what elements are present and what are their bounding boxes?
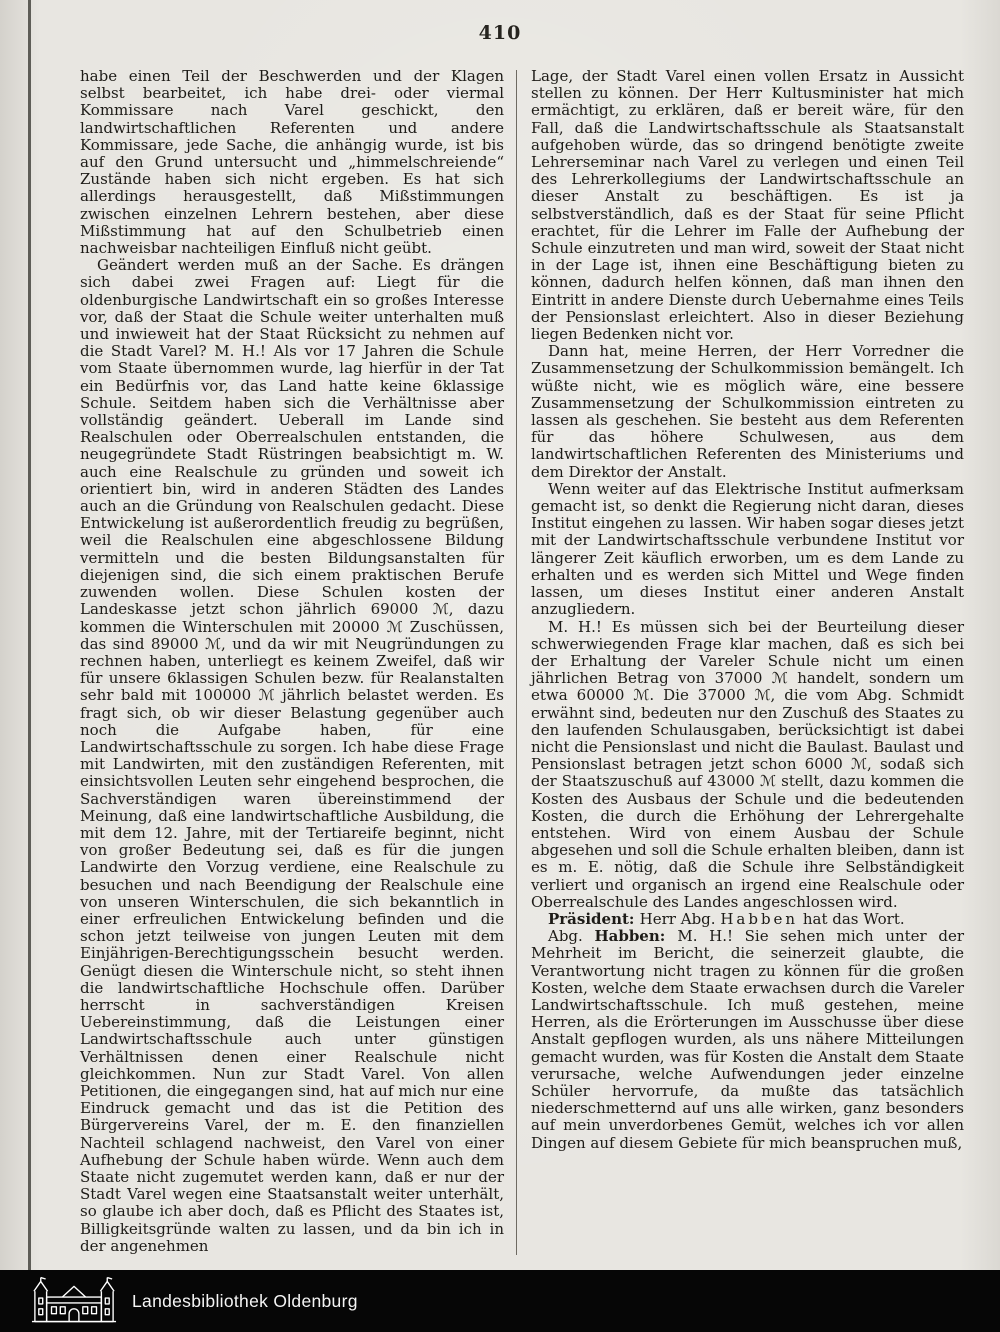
text-run: Herr Abg. [639,909,721,928]
paragraph [531,928,964,1152]
text-run: Dann hat, meine Herren, der Herr Vorredner die Zusammensetzung der Schulkommission bemängelt. Ich wüßte nicht, wie es möglich wäre, eine bessere Zusammensetzung der Schulkommission eintreten zu lassen als geschehen. Sie besteht aus dem Referenten für das höhere Schulwesen, aus dem landwirtschaftlichen Referenten des Ministeriums und dem Direktor der Anstalt. [531,342,964,481]
paragraph [531,911,964,928]
speaker-name: Habben: [594,927,678,946]
text-run: Abg. [548,927,595,946]
text-run: Habben [720,909,799,928]
text-run: Geändert werden muß an der Sache. Es drängen sich dabei zwei Fragen auf: Liegt für die oldenburgische Landwirtschaft ein so großes Interesse vor, daß der Staat die Schule weiter unterhalten muß und inwieweit hat der Staat Rücksicht zu nehmen auf die Stadt Varel? M. H.! Als vor 17 Jahren die Schule vom Staate übernommen wurde, lag hierfür in der Tat ein Bedürfnis vor, das Land hatte keine 6klassige Schule. Seitdem haben sich die Verhältnisse aber vollständig geändert. Ueberall im Lande sind Realschulen oder Oberrealschulen entstanden, die neugegründete Stadt Rüstringen beabsichtigt m. W. auch eine Realschule zu gründen und soweit ich orientiert bin, wird in anderen Städten des Landes auch an die Gründung von Realschulen gedacht. Diese Entwickelung ist außerordentlich freudig zu begrüßen, weil die Realschulen eine abgeschlossene Bildung vermitteln und die besten Bildungsanstalten für diejenigen sind, die sich einem praktischen Berufe zuwenden wollen. Diese Schulen kosten der Landeskasse jetzt schon jährlich 69000 ℳ, dazu kommen die Winterschulen mit 20000 ℳ Zuschüssen, das sind 89000 ℳ, und da wir mit Neugründungen zu rechnen haben, unterliegt es keinem Zweifel, daß wir für unsere 6klassigen Schulen bezw. für Realanstalten sehr bald mit 100000 ℳ jährlich belastet werden. Es fragt sich, ob wir dieser Belastung gegenüber auch noch die Aufgabe haben, für eine Landwirtschaftsschule zu sorgen. Ich habe diese Frage mit Landwirten, mit den zuständigen Referenten, mit einsichtsvollen Leuten sehr eingehend besprochen, die Sachverständigen waren übereinstimmend der Meinung, daß eine landwirtschaftliche Ausbildung, die mit dem 12. Jahre, mit der Tertiareife beginnt, nicht von großer Bedeutung sei, daß es für die jungen Landwirte den Vorzug verdiene, eine Realschule zu besuchen und nach Beendigung der Realschule eine von unseren Winterschulen, die sich bekanntlich in einer erfreulichen Entwickelung befinden und die schon jetzt teilweise von jungen Leuten mit dem Einjährigen-Berechtigungsschein besucht werden. Genügt diesen die Winterschule nicht, so steht ihnen die landwirtschaftliche Hochschule offen. Darüber herrscht in sachverständigen Kreisen Uebereinstimmung, daß die Leistungen einer Landwirtschaftsschule auch unter günstigen Verhältnissen denen einer Realschule nicht gleichkommen. Nun zur Stadt Varel. Von allen Petitionen, die eingegangen sind, hat auf mich nur eine Eindruck gemacht und das ist die Petition des Bürgervereins Varel, der m. E. den finanziellen Nachteil schlagend nachweist, den Varel von einer Aufhebung der Schule haben würde. Wenn auch dem Staate nicht zugemutet werden kann, daß er nur der Stadt Varel wegen eine Staatsanstalt weiter unterhält, so glaube ich aber doch, daß es Pflicht des Staates ist, Billigkeitsgründe walten zu lassen, und da bin ich in der angenehmen [80,256,504,1255]
scan-edge-line [28,0,31,1270]
right-paragraph-list [531,68,964,1152]
speaker-name: Präsident: [548,909,640,928]
text-run: habe einen Teil der Beschwerden und der Klagen selbst bearbeitet, ich habe drei- oder viermal Kommissare nach Varel geschickt, den landwirtschaftlichen Referenten und andere Kommissare, jede Sache, die anhängig wurde, ist bis auf den Grund untersucht und „himmelschreiende“ Zustände haben sich nicht ergeben. Es hat sich allerdings herausgestellt, daß Mißstimmungen zwischen einzelnen Lehrern bestehen, aber diese Mißstimmung hat auf den Schulbetrieb einen nachweisbar nachteiligen Einfluß nicht geübt. [80,67,504,258]
text-run: M. H.! Es müssen sich bei der Beurteilung dieser schwerwiegenden Frage klar machen, daß es sich bei der Erhaltung der Vareler Schule nicht um einen jährlichen Betrag von 37000 ℳ handelt, sondern um etwa 60000 ℳ. Die 37000 ℳ, die vom Abg. Schmidt erwähnt sind, bedeuten nur den Zuschuß des Staates zu den laufenden Schulausgaben, berücksichtigt ist dabei nicht die Pensionslast und nicht die Baulast. Baulast und Pensionslast betragen jetzt schon 6000 ℳ, sodaß sich der Staatszuschuß auf 43000 ℳ stellt, dazu kommen die Kosten des Ausbaus der Schule und die bedeutenden Kosten, die durch die Erhöhung der Lehrergehalte entstehen. Wird von einem Ausbau der Schule abgesehen und soll die Schule erhalten bleiben, dann ist es m. E. nötig, daß die Schule ihre Selbständigkeit verliert und organisch an irgend eine Realschule oder Oberrealschule des Landes angeschlossen wird. [531,617,964,911]
page-number: 410 [478,22,522,44]
left-column [80,68,516,1255]
paragraph [531,481,964,619]
footer-label: Landesbibliothek Oldenburg [132,1290,358,1311]
text-run: Wenn weiter auf das Elektrische Institut aufmerksam gemacht ist, so denkt die Regierung nicht daran, dieses Institut eingehen zu lassen. Wir haben sogar dieses jetzt mit der Landwirtschaftsschule verbundene Institut vor längerer Zeit käuflich erworben, um es dem Lande zu erhalten und es werden sich Mittel und Wege finden lassen, um dieses Institut einer anderen Anstalt anzugliedern. [531,479,964,619]
paragraph [531,68,964,343]
left-paragraph-list [80,68,504,1255]
paragraph [531,619,964,911]
paragraph [531,343,964,481]
text-run: hat das Wort. [798,909,905,928]
text-run: Lage, der Stadt Varel einen vollen Ersatz in Aussicht stellen zu können. Der Herr Kultusminister hat mich ermächtigt, zu erklären, daß er bereit wäre, für den Fall, daß die Landwirtschaftsschule als Staatsanstalt aufgehoben würde, das so dringend benötigte zweite Lehrerseminar nach Varel zu verlegen und einen Teil des Lehrerkollegiums der Landwirtschaftsschule an dieser Anstalt zu beschäftigen. Es ist ja selbstverständlich, daß es der Staat für seine Pflicht erachtet, für die Lehrer im Falle der Aufhebung der Schule einzutreten und man wird, soweit der Staat nicht in der Lage ist, ihnen eine Beschäftigung bieten zu können, dadurch helfen können, daß man ihnen den Eintritt in andere Dienste durch Uebernahme eines Teils der Pensionslast erleichtert. Also in dieser Beziehung liegen Bedenken nicht vor. [531,67,964,344]
text-columns [80,68,964,1255]
library-building-icon [30,1276,118,1326]
right-column [517,68,964,1255]
library-footer-bar [0,1270,1000,1332]
paragraph [80,68,504,257]
text-run: M. H.! Sie sehen mich unter der Mehrheit im Bericht, die seinerzeit glaubte, die Verantwortung nicht tragen zu können für die großen Kosten, welche dem Staate erwachsen durch die Vareler Landwirtschaftsschule. Ich muß gestehen, meine Herren, als die Erörterungen im Ausschusse über diese Anstalt gepflogen wurden, als uns nähere Mitteilungen gemacht wurden, was für Kosten die Anstalt dem Staate verursache, welche Aufwendungen jeder einzelne Schüler hervorrufe, da mußte das tatsächlich niederschmetternd auf uns alle wirken, ganz besonders auf mein unverdorbenes Gemüt, welches ich vor allen Dingen auf diesem Gebiete für mich beanspruchen muß, [531,927,964,1152]
paragraph [80,257,504,1255]
